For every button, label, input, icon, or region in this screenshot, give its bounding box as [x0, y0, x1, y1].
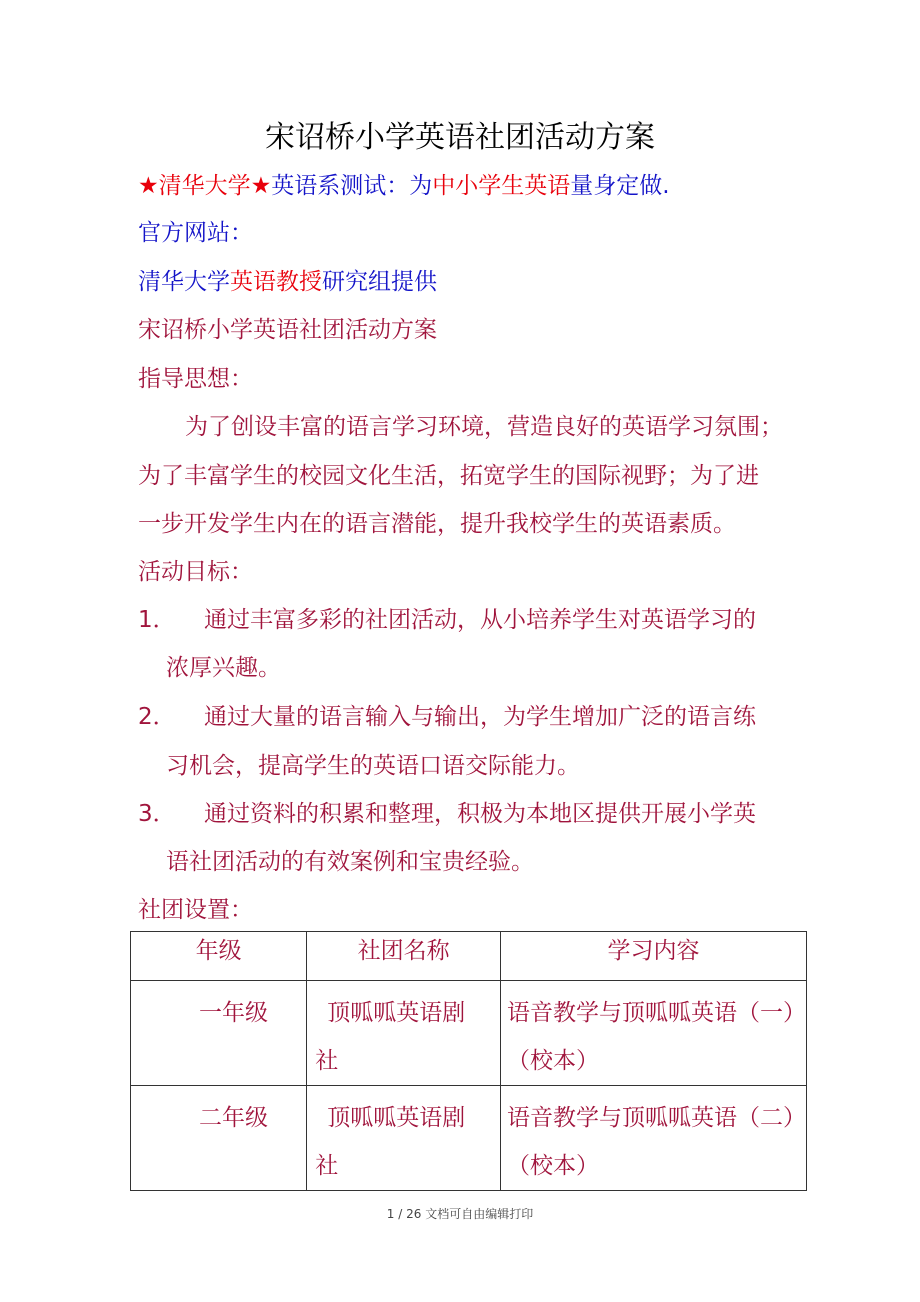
grade-cell: [131, 1086, 307, 1191]
goal-text: 浓厚兴趣。: [166, 655, 281, 681]
club-name-line: 社: [315, 1153, 339, 1179]
goals-heading: 活动目标：: [138, 559, 253, 585]
website-label: 官方网站：: [138, 220, 253, 246]
guiding-line: 为了丰富学生的校园文化生活，拓宽学生的国际视野；为了进: [138, 463, 759, 489]
guiding-line: 一步开发学生内在的语言潜能，提升我校学生的英语素质。: [138, 511, 736, 537]
star-icon: ★: [250, 173, 272, 199]
goal-text: 习机会，提高学生的英语口语交际能力。: [166, 753, 580, 779]
club-name-cell: [307, 981, 501, 1086]
club-name-line: 社: [315, 1048, 339, 1074]
goal-number: 3．: [138, 801, 176, 827]
header-club-name: 社团名称: [307, 932, 501, 981]
ad-text-3: 量身定做.: [570, 173, 670, 199]
star-icon: ★: [138, 173, 159, 199]
guiding-line: 为了创设丰富的语言学习环境，营造良好的英语学习氛围；: [185, 414, 783, 440]
provider-text-3: 研究组提供: [322, 269, 437, 295]
club-name-line: 顶呱呱英语剧: [327, 1105, 466, 1131]
table-header-row: [131, 932, 807, 981]
provider-text-2: 英语教授: [230, 269, 322, 295]
goal-text: 通过大量的语言输入与输出，为学生增加广泛的语言练: [204, 704, 756, 730]
clubs-table: [130, 931, 807, 1191]
provider-line: [138, 266, 437, 298]
content-cell: [500, 1086, 806, 1191]
ad-line: [138, 170, 670, 202]
grade-text: 二年级: [199, 1105, 268, 1131]
ad-brand: 清华大学: [158, 173, 251, 199]
guiding-heading: 指导思想：: [138, 366, 253, 392]
ad-text-1: 英语系测试：为: [271, 173, 433, 199]
content-line: （校本）: [506, 1048, 599, 1074]
club-name-line: 顶呱呱英语剧: [327, 1000, 466, 1026]
header-grade: 年级: [131, 932, 307, 981]
goal-number: 1．: [138, 607, 176, 633]
doc-title-repeat: 宋诏桥小学英语社团活动方案: [138, 317, 437, 343]
goal-number: 2．: [138, 704, 176, 730]
clubs-heading: 社团设置：: [138, 897, 253, 923]
content-line: 语音教学与顶呱呱英语（二）: [506, 1105, 806, 1131]
goal-text: 语社团活动的有效案例和宝贵经验。: [166, 849, 534, 875]
ad-text-2: 中小学生英语: [432, 173, 571, 199]
table-row: [131, 981, 807, 1086]
goal-text: 通过资料的积累和整理，积极为本地区提供开展小学英: [204, 801, 756, 827]
provider-text-1: 清华大学: [138, 269, 230, 295]
table-row: [131, 1086, 807, 1191]
page-footer: 1 / 26 文档可自由编辑打印: [386, 1207, 534, 1221]
club-name-cell: [307, 1086, 501, 1191]
document-title: 宋诏桥小学英语社团活动方案: [265, 120, 655, 155]
header-content: 学习内容: [500, 932, 806, 981]
goal-text: 通过丰富多彩的社团活动，从小培养学生对英语学习的: [204, 607, 756, 633]
content-line: （校本）: [506, 1153, 599, 1179]
grade-text: 一年级: [199, 1000, 268, 1026]
content-cell: [500, 981, 806, 1086]
grade-cell: [131, 981, 307, 1086]
content-line: 语音教学与顶呱呱英语（一）: [506, 1000, 806, 1026]
